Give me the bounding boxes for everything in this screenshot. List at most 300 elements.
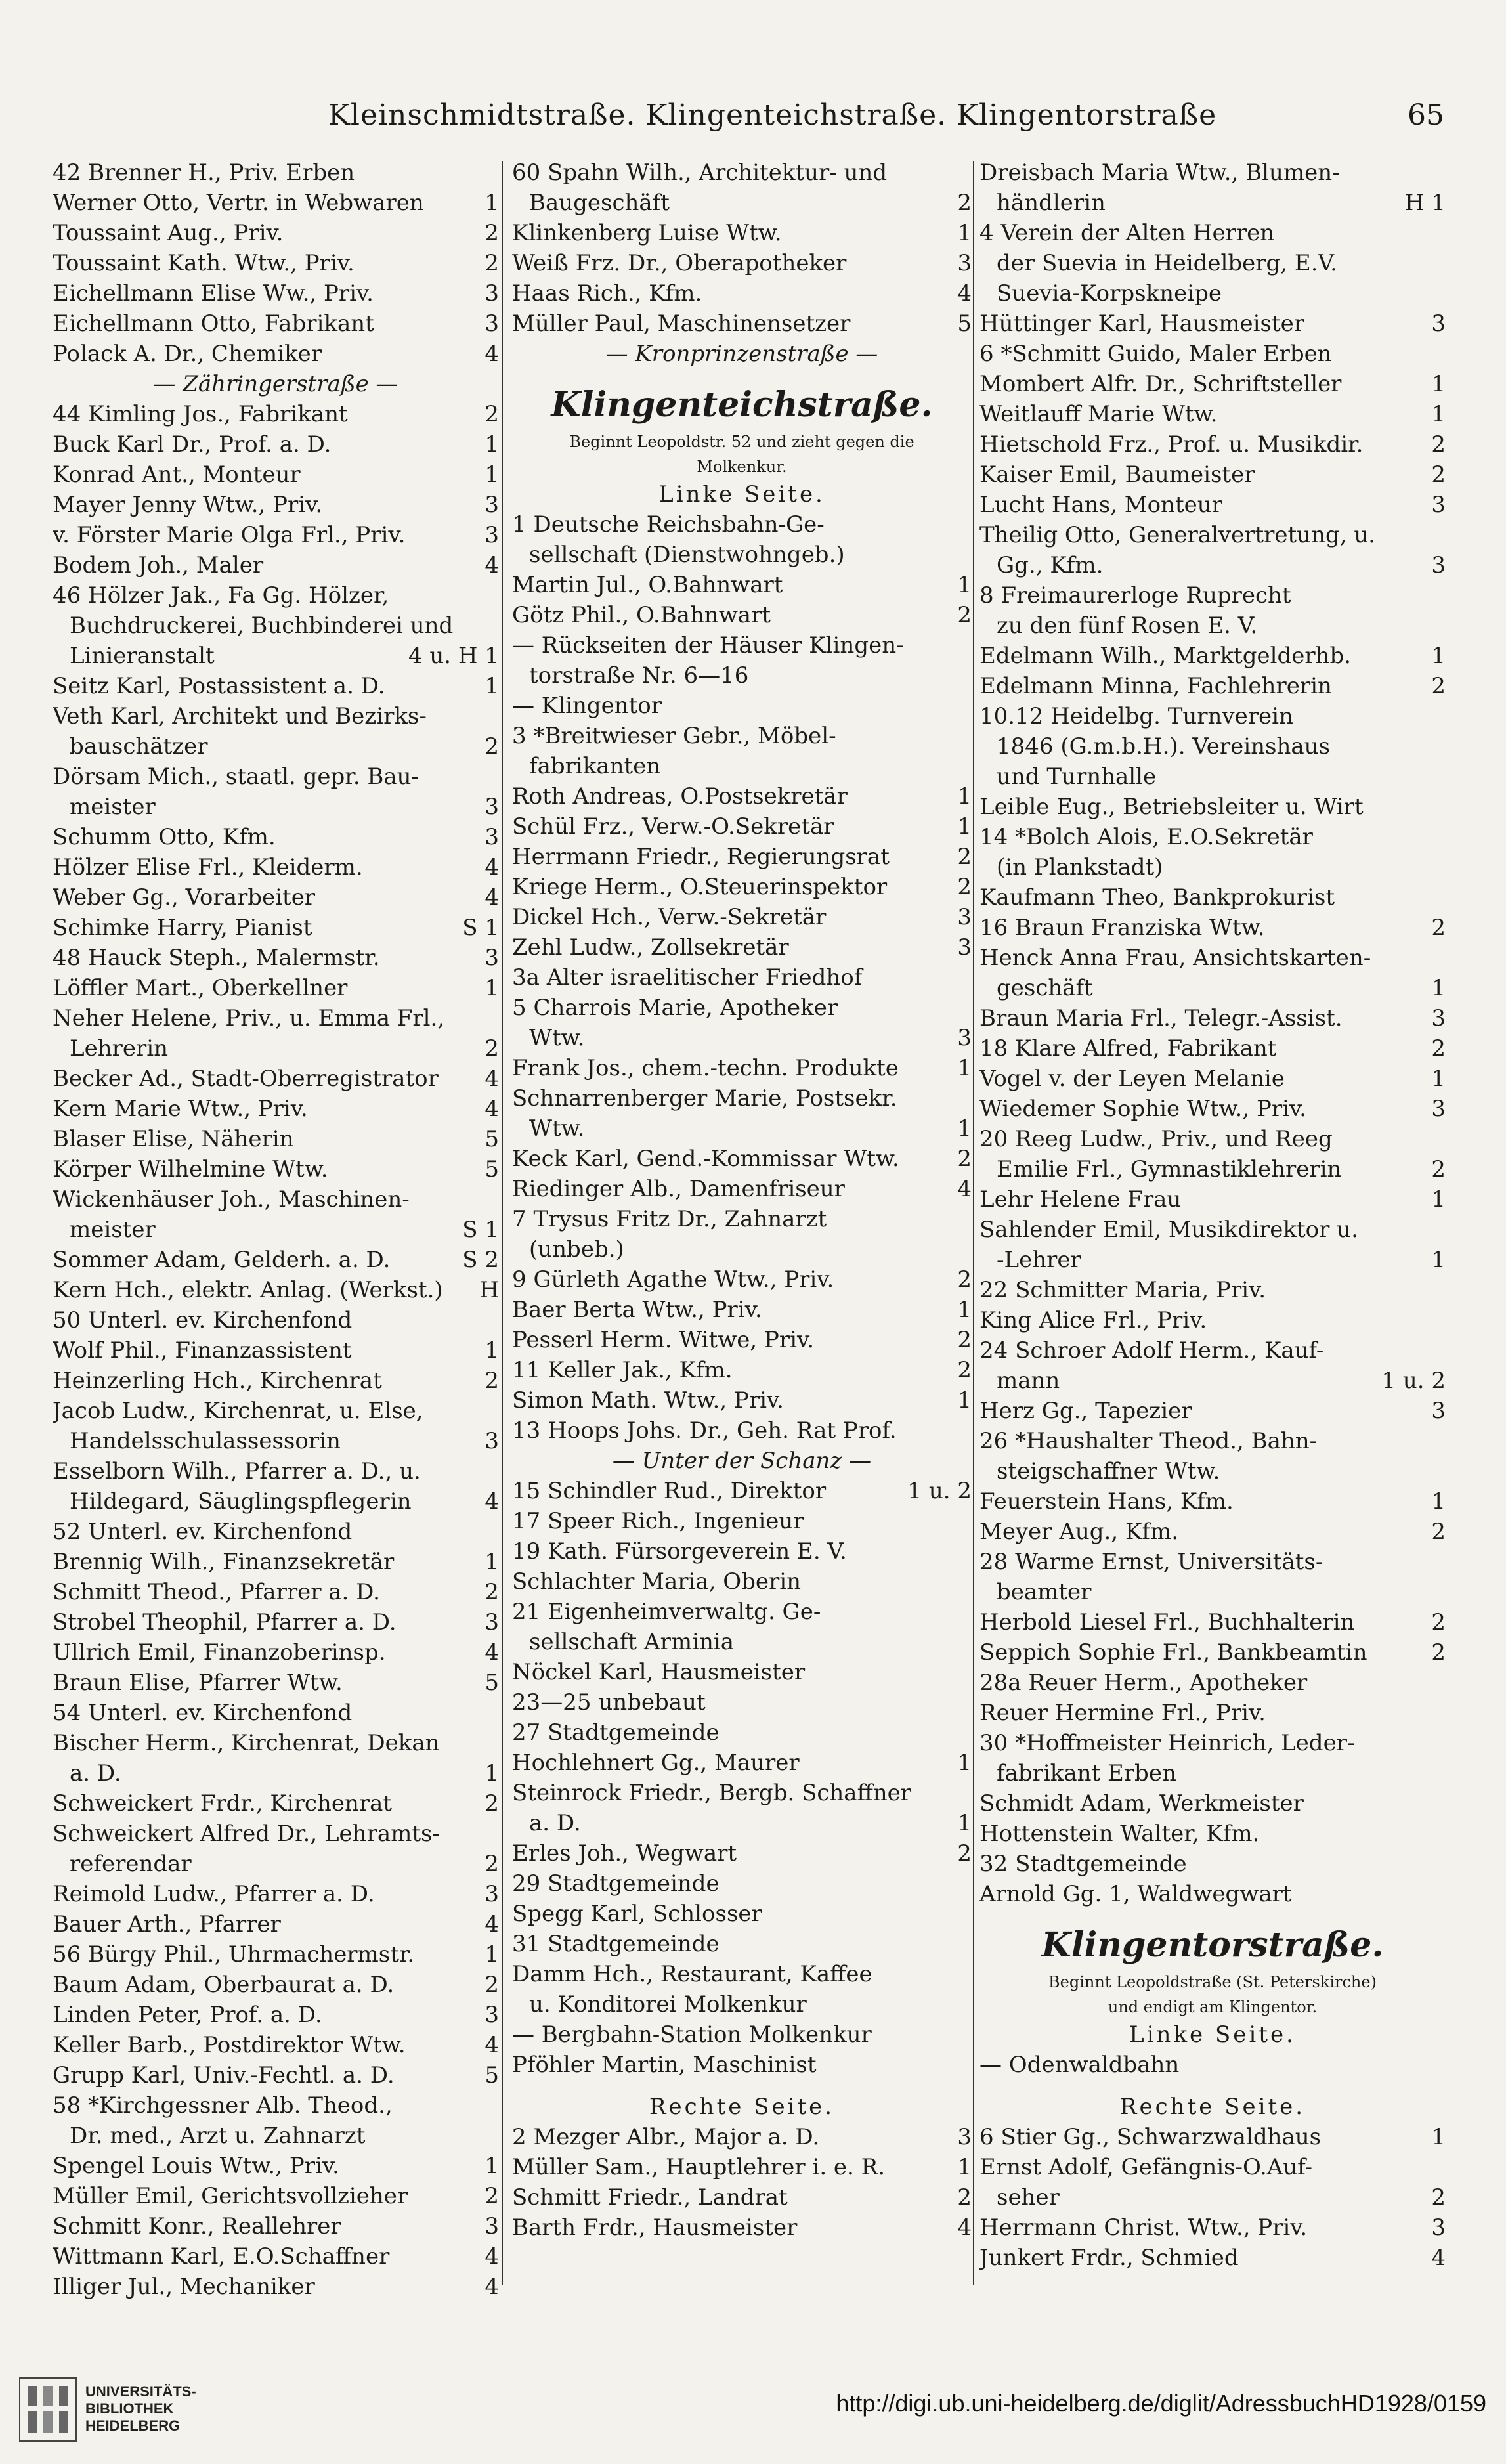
- floor-number: 1: [957, 813, 972, 840]
- directory-entry: [979, 762, 1446, 792]
- entry-text: 24 Schroer Adolf Herm., Kauf-: [979, 1337, 1324, 1364]
- directory-entry: [512, 1174, 972, 1204]
- entry-text: Seppich Sophie Frl., Bankbeamtin: [979, 1639, 1367, 1666]
- directory-entry: [512, 1567, 972, 1597]
- directory-entry: [979, 1758, 1446, 1788]
- entry-text: Emilie Frl., Gymnastiklehrerin: [997, 1156, 1342, 1182]
- entry-text: Linke Seite.: [658, 481, 825, 508]
- entry-text: Bodem Joh., Maler: [53, 552, 264, 578]
- entry-text: mann: [997, 1368, 1060, 1394]
- entry-text: 44 Kimling Jos., Fabrikant: [53, 401, 348, 427]
- directory-entry: [512, 1627, 972, 1657]
- floor-number: S 2: [462, 1247, 499, 1273]
- floor-number: 3: [484, 1428, 499, 1454]
- column-divider: [502, 161, 503, 2285]
- directory-entry: [53, 158, 499, 188]
- floor-number: S 1: [462, 915, 499, 941]
- floor-number: 2: [484, 401, 499, 427]
- floor-number: 2: [957, 1357, 972, 1383]
- floor-number: 3: [484, 2213, 499, 2239]
- entry-text: 4 Verein der Alten Herren: [979, 220, 1275, 246]
- directory-entry: [512, 600, 972, 630]
- floor-number: 3: [484, 794, 499, 820]
- floor-number: 4: [957, 1176, 972, 1202]
- directory-entry: [53, 1637, 499, 1668]
- entry-text: Keller Barb., Postdirektor Wtw.: [53, 2032, 406, 2058]
- column-divider: [973, 161, 974, 2285]
- directory-entry: [53, 1728, 499, 1758]
- floor-number: H 1: [1404, 190, 1446, 216]
- side-subheading: [979, 2020, 1446, 2050]
- directory-entry: [512, 188, 972, 218]
- running-title: Kleinschmidtstraße. Klingenteichstraße. Klingentorstraße: [328, 98, 1217, 132]
- directory-entry: [979, 1124, 1446, 1154]
- directory-entry: [979, 399, 1446, 429]
- entry-text: Sahlender Emil, Musikdirektor u.: [979, 1217, 1358, 1243]
- directory-entry: [979, 369, 1446, 399]
- entry-text: Hottenstein Walter, Kfm.: [979, 1821, 1260, 1847]
- directory-entry: [979, 1003, 1446, 1033]
- directory-entry: [512, 1929, 972, 1959]
- entry-text: geschäft: [997, 975, 1093, 1001]
- floor-number: 3: [1431, 552, 1446, 578]
- entry-text: Eichellmann Otto, Fabrikant: [53, 311, 374, 337]
- entry-text: Bischer Herm., Kirchenrat, Dekan: [53, 1730, 440, 1756]
- directory-entry: [979, 339, 1446, 369]
- directory-entry: [512, 248, 972, 278]
- floor-number: 1: [484, 190, 499, 216]
- floor-number: 4 u. H 1: [408, 643, 499, 669]
- directory-entry: [53, 2030, 499, 2060]
- entry-text: Erles Joh., Wegwart: [512, 1840, 737, 1867]
- entry-text: Baugeschäft: [529, 190, 670, 216]
- directory-entry: [979, 2213, 1446, 2243]
- directory-entry: [979, 1184, 1446, 1215]
- directory-entry: [512, 1869, 972, 1899]
- directory-entry: [512, 218, 972, 248]
- entry-text: 58 *Kirchgessner Alb. Theod.,: [53, 2092, 393, 2119]
- entry-text: Ernst Adolf, Gefängnis-O.Auf-: [979, 2154, 1313, 2180]
- entry-text: Spegg Karl, Schlosser: [512, 1901, 762, 1927]
- directory-entry: [53, 1124, 499, 1154]
- entry-text: Neher Helene, Priv., u. Emma Frl.,: [53, 1005, 445, 1031]
- entry-text: Müller Sam., Hauptlehrer i. e. R.: [512, 2154, 886, 2180]
- entry-text: Esselborn Wilh., Pfarrer a. D., u.: [53, 1458, 421, 1484]
- floor-number: 2: [484, 220, 499, 246]
- floor-number: 4: [484, 552, 499, 578]
- directory-entry: [979, 1728, 1446, 1758]
- directory-entry: [512, 1204, 972, 1234]
- directory-entry: [53, 248, 499, 278]
- entry-text: — Zähringerstraße —: [153, 371, 398, 397]
- floor-number: 3: [1431, 492, 1446, 518]
- directory-entry: [979, 1335, 1446, 1366]
- floor-number: 4: [957, 280, 972, 307]
- directory-entry: [979, 792, 1446, 822]
- directory-entry: [979, 580, 1446, 611]
- floor-number: 1: [957, 2154, 972, 2180]
- entry-text: händlerin: [997, 190, 1106, 216]
- floor-number: 3: [1431, 2215, 1446, 2241]
- directory-entry: [512, 1808, 972, 1838]
- entry-text: 13 Hoops Johs. Dr., Geh. Rat Prof.: [512, 1417, 897, 1444]
- floor-number: 2: [484, 1790, 499, 1817]
- directory-entry: [53, 1970, 499, 2000]
- entry-text: meister: [70, 1217, 156, 1243]
- entry-text: Hietschold Frz., Prof. u. Musikdir.: [979, 431, 1364, 458]
- directory-entry: [512, 1597, 972, 1627]
- library-name-line: BIBLIOTHEK: [85, 2400, 174, 2417]
- floor-number: 2: [1431, 431, 1446, 458]
- entry-text: 9 Gürleth Agathe Wtw., Priv.: [512, 1266, 834, 1293]
- directory-entry: [53, 671, 499, 701]
- entry-text: Wickenhäuser Joh., Maschinen-: [53, 1186, 410, 1213]
- floor-number: 2: [957, 1146, 972, 1172]
- directory-entry: [53, 641, 499, 671]
- entry-text: Schimke Harry, Pianist: [53, 915, 312, 941]
- directory-entry: [53, 1396, 499, 1426]
- directory-entry: [979, 429, 1446, 460]
- floor-number: 1 u. 2: [907, 1478, 972, 1504]
- floor-number: 1: [484, 1760, 499, 1786]
- entry-text: Eichellmann Elise Ww., Priv.: [53, 280, 374, 307]
- directory-entry: [512, 2152, 972, 2182]
- floor-number: 3: [1431, 311, 1446, 337]
- entry-text: Hildegard, Säuglingspflegerin: [70, 1488, 412, 1515]
- floor-number: 2: [1431, 1156, 1446, 1182]
- entry-text: Barth Frdr., Hausmeister: [512, 2215, 798, 2241]
- entry-text: Pföhler Martin, Maschinist: [512, 2052, 817, 2078]
- directory-entry: [979, 2243, 1446, 2273]
- entry-text: Braun Elise, Pfarrer Wtw.: [53, 1670, 343, 1696]
- entry-text: Molkenkur.: [697, 458, 787, 476]
- floor-number: S 1: [462, 1217, 499, 1243]
- directory-entry: [53, 762, 499, 792]
- directory-entry: [512, 2182, 972, 2213]
- directory-entry: [979, 1819, 1446, 1849]
- floor-number: 5: [484, 2062, 499, 2088]
- directory-entry: [53, 1819, 499, 1849]
- floor-number: 3: [484, 280, 499, 307]
- directory-entry: [512, 1536, 972, 1567]
- directory-entry: [53, 2121, 499, 2151]
- entry-text: Frank Jos., chem.-techn. Produkte: [512, 1055, 899, 1081]
- source-url-link[interactable]: http://digi.ub.uni-heidelberg.de/diglit/AdressbuchHD1928/0159: [836, 2390, 1486, 2417]
- street-description: [512, 454, 972, 479]
- floor-number: 1: [484, 1549, 499, 1575]
- floor-number: 1: [1431, 1186, 1446, 1213]
- entry-text: 50 Unterl. ev. Kirchenfond: [53, 1307, 353, 1333]
- directory-entry: [512, 630, 972, 660]
- entry-text: 46 Hölzer Jak., Fa Gg. Hölzer,: [53, 582, 389, 609]
- entry-text: Schweickert Frdr., Kirchenrat: [53, 1790, 393, 1817]
- floor-number: 1: [957, 1810, 972, 1836]
- entry-text: und Turnhalle: [997, 764, 1157, 790]
- directory-entry: [979, 1668, 1446, 1698]
- entry-text: und endigt am Klingentor.: [1108, 1998, 1318, 2016]
- directory-entry: [53, 943, 499, 973]
- floor-number: 2: [957, 2184, 972, 2211]
- entry-text: Buchdruckerei, Buchbinderei und: [70, 613, 454, 639]
- directory-entry: [512, 781, 972, 811]
- directory-entry: [53, 1094, 499, 1124]
- directory-entry: [53, 2181, 499, 2211]
- directory-entry: [53, 792, 499, 822]
- street-heading: [979, 1921, 1446, 1970]
- floor-number: 3: [1431, 1005, 1446, 1031]
- floor-number: 2: [957, 1840, 972, 1867]
- floor-number: 4: [484, 1639, 499, 1666]
- entry-text: Schumm Otto, Kfm.: [53, 824, 276, 850]
- entry-text: Buck Karl Dr., Prof. a. D.: [53, 431, 332, 458]
- entry-text: Müller Emil, Gerichtsvollzieher: [53, 2183, 408, 2209]
- entry-text: torstraße Nr. 6—16: [529, 662, 749, 689]
- floor-number: 2: [1431, 1519, 1446, 1545]
- entry-text: seher: [997, 2184, 1060, 2211]
- entry-text: v. Förster Marie Olga Frl., Priv.: [53, 522, 406, 548]
- entry-text: Heinzerling Hch., Kirchenrat: [53, 1368, 382, 1394]
- floor-number: 2: [484, 1035, 499, 1062]
- entry-text: Blaser Elise, Näherin: [53, 1126, 294, 1152]
- entry-text: Dr. med., Arzt u. Zahnarzt: [70, 2123, 366, 2149]
- entry-text: 28a Reuer Herm., Apotheker: [979, 1670, 1308, 1696]
- floor-number: 2: [957, 874, 972, 900]
- directory-entry: [512, 158, 972, 188]
- directory-entry: [512, 932, 972, 962]
- entry-text: 1 Deutsche Reichsbahn-Ge-: [512, 511, 825, 538]
- entry-text: Beginnt Leopoldstraße (St. Peterskirche): [1048, 1973, 1377, 1991]
- spacer: [979, 1909, 1446, 1921]
- directory-entry: [512, 2050, 972, 2080]
- entry-text: Roth Andreas, O.Postsekretär: [512, 783, 848, 810]
- floor-number: 3: [957, 934, 972, 961]
- entry-text: 30 *Hoffmeister Heinrich, Leder-: [979, 1730, 1355, 1756]
- entry-text: Götz Phil., O.Bahnwart: [512, 602, 771, 628]
- floor-number: 4: [484, 854, 499, 880]
- directory-entry: [53, 973, 499, 1003]
- directory-entry: [53, 460, 499, 490]
- floor-number: 2: [484, 250, 499, 276]
- floor-number: 5: [957, 311, 972, 337]
- entry-text: Schlachter Maria, Oberin: [512, 1568, 802, 1595]
- directory-entry: [979, 1094, 1446, 1124]
- directory-entry: [512, 1778, 972, 1808]
- entry-text: 22 Schmitter Maria, Priv.: [979, 1277, 1266, 1303]
- floor-number: 4: [484, 341, 499, 367]
- entry-text: 27 Stadtgemeinde: [512, 1719, 720, 1746]
- entry-text: Hüttinger Karl, Hausmeister: [979, 311, 1304, 337]
- entry-text: Handelsschulassessorin: [70, 1428, 341, 1454]
- directory-entry: [512, 842, 972, 872]
- floor-number: 2: [1431, 673, 1446, 699]
- directory-entry: [53, 611, 499, 641]
- entry-text: Linden Peter, Prof. a. D.: [53, 2002, 322, 2028]
- directory-entry: [979, 2152, 1446, 2182]
- directory-entry: [512, 1023, 972, 1053]
- entry-text: Ullrich Emil, Finanzoberinsp.: [53, 1639, 386, 1666]
- entry-text: Strobel Theophil, Pfarrer a. D.: [53, 1609, 397, 1635]
- floor-number: 1: [484, 975, 499, 1001]
- column-right: [979, 158, 1446, 2324]
- directory-entry: [979, 1456, 1446, 1486]
- directory-entry: [512, 1234, 972, 1264]
- entry-text: Pesserl Herm. Witwe, Priv.: [512, 1327, 815, 1353]
- floor-number: 3: [484, 492, 499, 518]
- entry-text: (unbeb.): [529, 1236, 624, 1263]
- directory-entry: [53, 1426, 499, 1456]
- floor-number: 2: [957, 1266, 972, 1293]
- entry-text: Rechte Seite.: [1119, 2094, 1306, 2120]
- directory-entry: [979, 882, 1446, 913]
- directory-entry: [512, 1385, 972, 1416]
- entry-text: Wtw.: [529, 1025, 585, 1051]
- directory-entry: [53, 1698, 499, 1728]
- entry-text: 23—25 unbebaut: [512, 1689, 706, 1716]
- street-description: [979, 1995, 1446, 2020]
- floor-number: 2: [1431, 2184, 1446, 2211]
- entry-text: Weber Gg., Vorarbeiter: [53, 884, 316, 911]
- entry-text: 28 Warme Ernst, Universitäts-: [979, 1549, 1323, 1575]
- entry-text: 56 Bürgy Phil., Uhrmachermstr.: [53, 1941, 415, 1968]
- floor-number: 4: [484, 1096, 499, 1122]
- floor-number: 1: [957, 783, 972, 810]
- directory-entry: [512, 1687, 972, 1718]
- floor-number: 2: [484, 1368, 499, 1394]
- floor-number: 3: [484, 1881, 499, 1907]
- entry-text: 18 Klare Alfred, Fabrikant: [979, 1035, 1277, 1062]
- directory-entry: [53, 580, 499, 611]
- directory-entry: [979, 2122, 1446, 2152]
- street-description: [512, 429, 972, 454]
- entry-text: Herz Gg., Tapezier: [979, 1398, 1192, 1424]
- entry-text: Schmitt Theod., Pfarrer a. D.: [53, 1579, 380, 1605]
- entry-text: — Unter der Schanz —: [612, 1448, 872, 1474]
- directory-entry: [979, 218, 1446, 248]
- floor-number: 2: [957, 1327, 972, 1353]
- entry-text: Martin Jul., O.Bahnwart: [512, 572, 783, 598]
- floor-number: 5: [484, 1156, 499, 1182]
- floor-number: 3: [484, 2002, 499, 2028]
- entry-text: fabrikanten: [529, 753, 661, 779]
- entry-text: 31 Stadtgemeinde: [512, 1931, 720, 1957]
- directory-entry: [53, 188, 499, 218]
- library-footer: [0, 2364, 1506, 2464]
- directory-entry: [512, 2213, 972, 2243]
- entry-text: 8 Freimaurerloge Ruprecht: [979, 582, 1291, 609]
- entry-text: Klingentorstraße.: [1041, 1925, 1384, 1965]
- entry-text: Mayer Jenny Wtw., Priv.: [53, 492, 323, 518]
- entry-text: Löffler Mart., Oberkellner: [53, 975, 348, 1001]
- entry-text: Haas Rich., Kfm.: [512, 280, 702, 307]
- entry-text: Arnold Gg. 1, Waldwegwart: [979, 1881, 1292, 1907]
- directory-entry: [512, 1959, 972, 1989]
- entry-text: Junkert Frdr., Schmied: [979, 2245, 1239, 2271]
- floor-number: 1: [484, 462, 499, 488]
- entry-text: Hölzer Elise Frl., Kleiderm.: [53, 854, 363, 880]
- directory-entry: [979, 1426, 1446, 1456]
- entry-text: a. D.: [70, 1760, 121, 1786]
- directory-entry: [53, 1758, 499, 1788]
- directory-entry: [53, 490, 499, 520]
- floor-number: 2: [1431, 1609, 1446, 1635]
- floor-number: 2: [484, 1851, 499, 1877]
- directory-entry: [979, 2050, 1446, 2080]
- directory-entry: [512, 993, 972, 1023]
- directory-entry: [979, 1637, 1446, 1668]
- spacer: [512, 369, 972, 381]
- entry-text: Meyer Aug., Kfm.: [979, 1519, 1178, 1545]
- entry-text: 29 Stadtgemeinde: [512, 1870, 720, 1897]
- directory-entry: [53, 520, 499, 550]
- floor-number: 3: [957, 904, 972, 930]
- entry-text: Spengel Louis Wtw., Priv.: [53, 2153, 339, 2179]
- directory-entry: [53, 1305, 499, 1335]
- entry-text: 52 Unterl. ev. Kirchenfond: [53, 1519, 353, 1545]
- directory-entry: [53, 1486, 499, 1517]
- entry-text: Nöckel Karl, Hausmeister: [512, 1659, 806, 1685]
- floor-number: 4: [957, 2215, 972, 2241]
- entry-text: Bauer Arth., Pfarrer: [53, 1911, 281, 1937]
- entry-text: meister: [70, 794, 156, 820]
- floor-number: 1: [957, 1055, 972, 1081]
- entry-text: 2 Mezger Albr., Major a. D.: [512, 2124, 820, 2150]
- entry-text: 3 *Breitwieser Gebr., Möbel-: [512, 723, 836, 749]
- directory-entry: [979, 1607, 1446, 1637]
- spacer: [512, 2080, 972, 2092]
- entry-text: Gg., Kfm.: [997, 552, 1104, 578]
- entry-text: Becker Ad., Stadt-Oberregistrator: [53, 1066, 439, 1092]
- directory-entry: [979, 1547, 1446, 1577]
- directory-entry: [512, 691, 972, 721]
- entry-text: Wolf Phil., Finanzassistent: [53, 1337, 352, 1364]
- page-header: [53, 98, 1444, 144]
- side-subheading: [512, 2092, 972, 2122]
- entry-text: 54 Unterl. ev. Kirchenfond: [53, 1700, 353, 1726]
- floor-number: H: [479, 1277, 499, 1303]
- entry-text: 20 Reeg Ludw., Priv., und Reeg: [979, 1126, 1333, 1152]
- directory-entry: [979, 1305, 1446, 1335]
- directory-entry: [512, 1476, 972, 1506]
- directory-entry: [53, 1517, 499, 1547]
- directory-entry: [979, 520, 1446, 550]
- entry-text: Herrmann Christ. Wtw., Priv.: [979, 2215, 1308, 2241]
- entry-text: Mombert Alfr. Dr., Schriftsteller: [979, 371, 1342, 397]
- floor-number: 3: [957, 2124, 972, 2150]
- entry-text: Henck Anna Frau, Ansichtskarten-: [979, 945, 1371, 971]
- directory-entry: [512, 570, 972, 600]
- directory-entry: [53, 1064, 499, 1094]
- directory-entry: [979, 1154, 1446, 1184]
- directory-entry: [979, 1788, 1446, 1819]
- entry-text: Keck Karl, Gend.-Kommissar Wtw.: [512, 1146, 899, 1172]
- directory-entry: [53, 1939, 499, 1970]
- entry-text: Leible Eug., Betriebsleiter u. Wirt: [979, 794, 1364, 820]
- directory-entry: [53, 701, 499, 731]
- directory-entry: [53, 1879, 499, 1909]
- floor-number: 1: [1431, 1066, 1446, 1092]
- entry-text: Schnarrenberger Marie, Postsekr.: [512, 1085, 897, 1112]
- entry-text: 19 Kath. Fürsorgeverein E. V.: [512, 1538, 847, 1565]
- directory-entry: [979, 188, 1446, 218]
- spacer: [979, 2080, 1446, 2092]
- directory-entry: [53, 2151, 499, 2181]
- entry-text: Toussaint Kath. Wtw., Priv.: [53, 250, 355, 276]
- directory-entry: [53, 1788, 499, 1819]
- directory-entry: [979, 550, 1446, 580]
- entry-text: Schmitt Konr., Reallehrer: [53, 2213, 341, 2239]
- entry-text: beamter: [997, 1579, 1092, 1605]
- entry-text: Toussaint Aug., Priv.: [53, 220, 284, 246]
